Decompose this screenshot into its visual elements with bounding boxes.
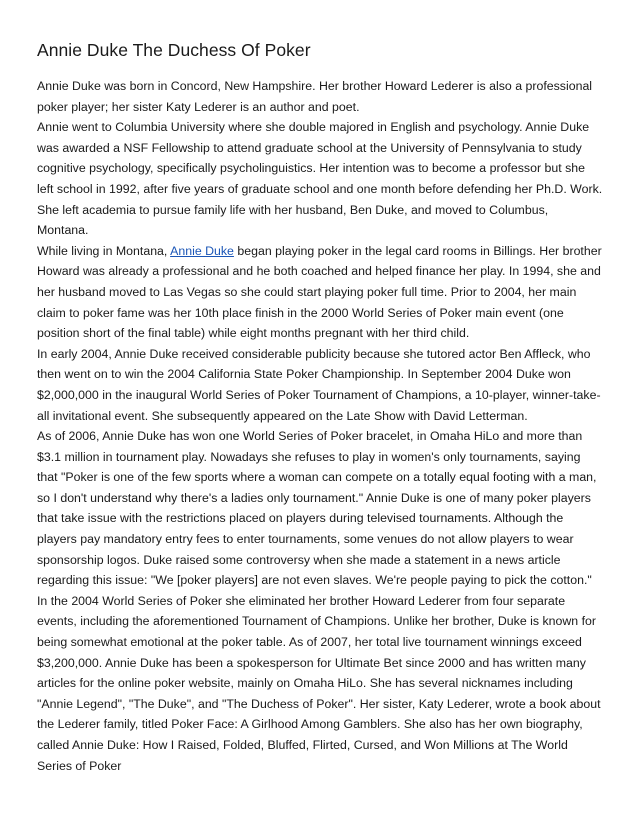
paragraph-montana-after: began playing poker in the legal card rooms in Billings. Her brother Howard was already a professional and he both coached and helped finance her play. In 1994, she and her husband moved to Las Vegas so she could start playing poker full time. Prior to 2004, her main claim to poker fame was her 10th place finish in the 2000 World Series of Poker main event (one position short of the final table) while eight months pregnant with her third child. (37, 243, 602, 341)
paragraph-2006: As of 2006, Annie Duke has won one World Series of Poker bracelet, in Omaha HiLo and more than $3.1 million in tournament play. Nowadays she refuses to play in women's only tournaments, saying that "Poker is one of the few sports where a woman can compete on a totally equal footing with a man, so I don't understand why there's a ladies only tournament." Annie Duke is one of many poker players that take issue with the restrictions placed on players during televised tournaments. Although the players pay mandatory entry fees to enter tournaments, some venues do not allow players to wear sponsorship logos. Duke raised some controversy when she made a statement in a news article regarding this issue: "We [poker players] are not even slaves. We're people paying to pick the cotton." (37, 429, 597, 588)
page-title: Annie Duke The Duchess Of Poker (37, 40, 311, 60)
annie-duke-link[interactable]: Annie Duke (170, 243, 234, 258)
paragraph-birth: Annie Duke was born in Concord, New Hampshire. Her brother Howard Lederer is also a professional poker player; her sister Katy Lederer is an author and poet. (37, 79, 593, 114)
paragraph-montana-before: While living in Montana, (37, 243, 171, 258)
paragraph-wsop-2004: In the 2004 World Series of Poker she eliminated her brother Howard Lederer from four separate events, including the aforementioned Tournament of Champions. Unlike her brother, Duke is known for being somewhat emotional at the poker table. As of 2007, her total live tournament winnings exceed $3,200,000. Annie Duke has been a spokesperson for Ultimate Bet since 2000 and has written many articles for the online poker website, mainly on Omaha HiLo. She has several nicknames including "Annie Legend", "The Duke", and "The Duchess of Poker". Her sister, Katy Lederer, wrote a book about the Lederer family, titled Poker Face: A Girlhood Among Gamblers. She also has her own biography, called Annie Duke: How I Raised, Folded, Bluffed, Flirted, Cursed, and Won Millions at The World Series of Poker (37, 593, 601, 773)
document-page (37, 38, 603, 776)
paragraph-education: Annie went to Columbia University where she double majored in English and psychology. Annie Duke was awarded a NSF Fellowship to attend graduate school at the University of Pennsylvania to study cognitive psychology, specifically psycholinguistics. Her intention was to become a professor but she left school in 1992, after five years of graduate school and one month before defending her Ph.D. Work. She left academia to pursue family life with her husband, Ben Duke, and moved to Columbus, Montana. (37, 120, 603, 238)
paragraph-2004: In early 2004, Annie Duke received considerable publicity because she tutored actor Ben Affleck, who then went on to win the 2004 California State Poker Championship. In September 2004 Duke won $2,000,000 in the inaugural World Series of Poker Tournament of Champions, a 10-player, winner-take-all invitational event. She subsequently appeared on the Late Show with David Letterman. (37, 346, 601, 423)
paragraph-montana (37, 241, 603, 344)
